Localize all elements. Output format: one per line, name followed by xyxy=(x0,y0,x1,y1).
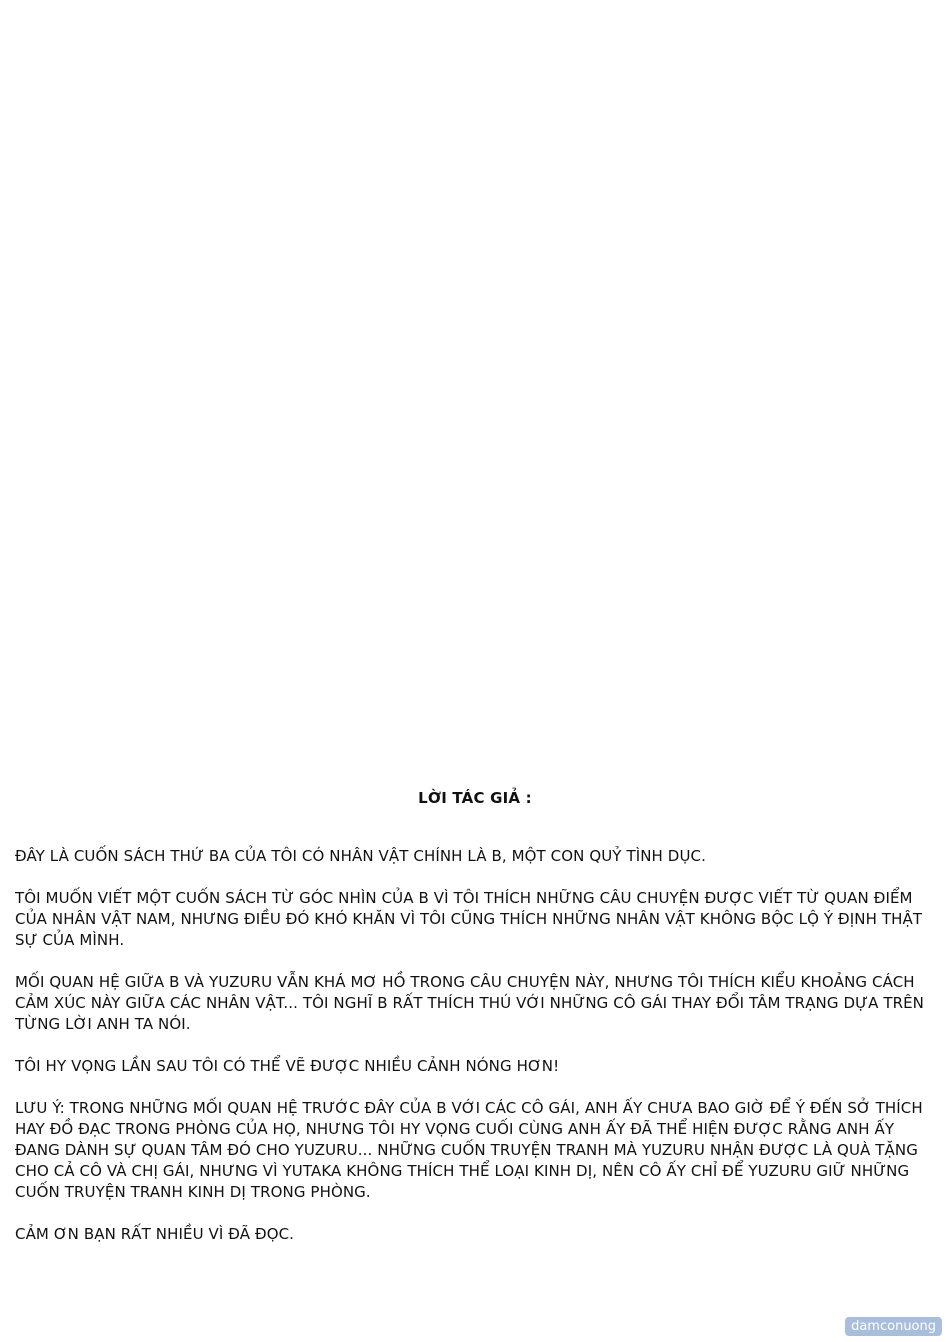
author-note-body xyxy=(15,846,940,1266)
page-title: LỜI TÁC GIẢ : xyxy=(418,789,532,807)
paragraph-thanks: CẢM ƠN BẠN RẤT NHIỀU VÌ ĐÃ ĐỌC. xyxy=(15,1225,295,1243)
paragraph-relationship: MỐI QUAN HỆ GIỮA B VÀ YUZURU VẪN KHÁ MƠ HỒ TRONG CÂU CHUYỆN NÀY, NHƯNG TÔI THÍCH KIỂU KHOẢNG CÁCH CẢM XÚC NÀY GIỮA CÁC NHÂN VẬT... TÔI NGHĨ B RẤT THÍCH THÚ VỚI NHỮNG CÔ GÁI THAY ĐỔI TÂM TRẠNG DỰA TRÊN TỪNG LỜI ANH TA NÓI. xyxy=(15,973,925,1033)
paragraph-hope: TÔI HY VỌNG LẦN SAU TÔI CÓ THỂ VẼ ĐƯỢC NHIỀU CẢNH NÓNG HƠN! xyxy=(15,1057,560,1075)
watermark: damconuong xyxy=(845,1317,942,1336)
paragraph-perspective: TÔI MUỐN VIẾT MỘT CUỐN SÁCH TỪ GÓC NHÌN CỦA B VÌ TÔI THÍCH NHỮNG CÂU CHUYỆN ĐƯỢC VIẾT TỪ QUAN ĐIỂM CỦA NHÂN VẬT NAM, NHƯNG ĐIỀU ĐÓ KHÓ KHĂN VÌ TÔI CŨNG THÍCH NHỮNG NHÂN VẬT KHÔNG BỘC LỘ Ý ĐỊNH THẬT SỰ CỦA MÌNH. xyxy=(15,889,923,949)
paragraph-intro: ĐÂY LÀ CUỐN SÁCH THỨ BA CỦA TÔI CÓ NHÂN VẬT CHÍNH LÀ B, MỘT CON QUỶ TÌNH DỤC. xyxy=(15,847,706,865)
paragraph-note: LƯU Ý: TRONG NHỮNG MỐI QUAN HỆ TRƯỚC ĐÂY CỦA B VỚI CÁC CÔ GÁI, ANH ẤY CHƯA BAO GIỜ ĐỂ Ý ĐẾN SỞ THÍCH HAY ĐỒ ĐẠC TRONG PHÒNG CỦA HỌ, NHƯNG TÔI HY VỌNG CUỐI CÙNG ANH ẤY ĐÃ THỂ HIỆN ĐƯỢC RẰNG ANH ẤY ĐANG DÀNH SỰ QUAN TÂM ĐÓ CHO YUZURU... NHỮNG CUỐN TRUYỆN TRANH MÀ YUZURU NHẬN ĐƯỢC LÀ QUÀ TẶNG CHO CẢ CÔ VÀ CHỊ GÁI, NHƯNG VÌ YUTAKA KHÔNG THÍCH THỂ LOẠI KINH DỊ, NÊN CÔ ẤY CHỈ ĐỂ YUZURU GIỮ NHỮNG CUỐN TRUYỆN TRANH KINH DỊ TRONG PHÒNG. xyxy=(15,1099,923,1201)
